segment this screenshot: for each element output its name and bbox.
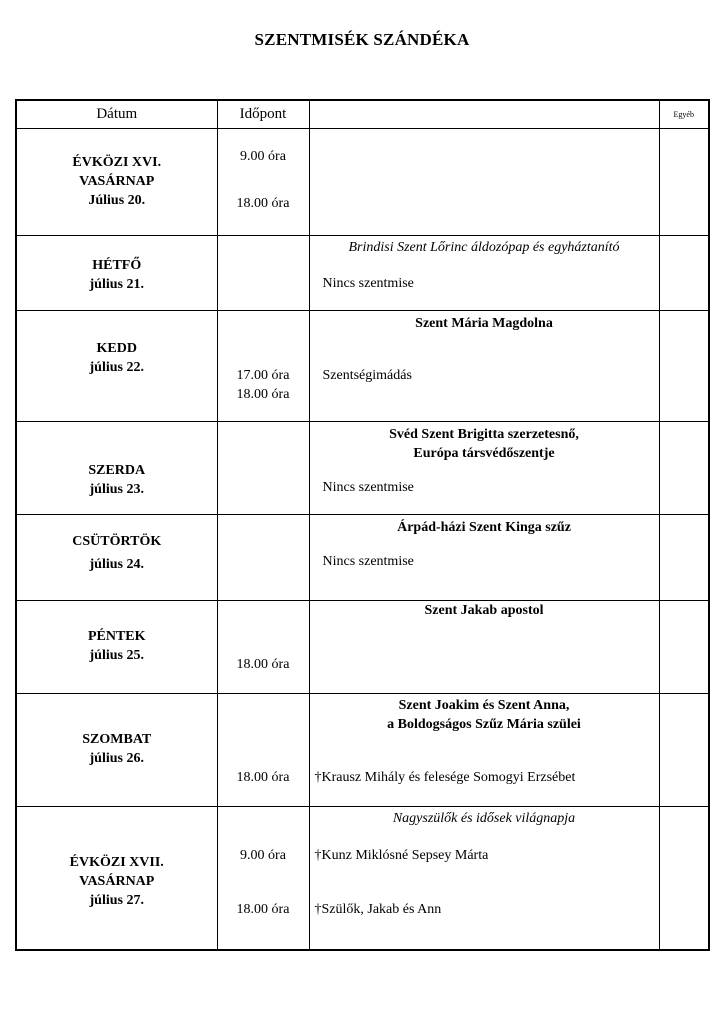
table-row (16, 422, 709, 515)
egyeb-cell (659, 129, 709, 236)
page-title: SZENTMISÉK SZÁNDÉKA (254, 30, 470, 49)
intention-text: Szentségimádás (322, 368, 412, 383)
feast-title: Nagyszülők és idősek világnapja (392, 811, 576, 826)
time-cell (217, 807, 309, 951)
day-date: Július 20. (88, 193, 146, 208)
header-szandek (309, 100, 659, 129)
egyeb-cell (659, 236, 709, 311)
mass-time: 17.00 óra (236, 368, 290, 383)
day-name: KEDD (96, 341, 137, 356)
feast-title: Svéd Szent Brigitta szerzetesnő, (389, 427, 579, 442)
feast-title: Brindisi Szent Lőrinc áldozópap és egyháztanító (348, 240, 620, 255)
table-row (16, 515, 709, 601)
feast-title: Szent Mária Magdolna (415, 316, 553, 331)
day-name: SZERDA (88, 463, 146, 478)
egyeb-cell (659, 422, 709, 515)
intention-cell (309, 129, 659, 236)
day-cell (16, 601, 217, 694)
mass-time: 9.00 óra (240, 848, 286, 863)
intention-cell (309, 422, 659, 515)
intention-cell (309, 236, 659, 311)
table-row (16, 129, 709, 236)
header-egyeb: Egyéb (659, 100, 709, 129)
day-name: VASÁRNAP (79, 174, 155, 189)
table-row (16, 807, 709, 951)
day-cell (16, 807, 217, 951)
time-cell (217, 601, 309, 694)
day-date: július 25. (89, 648, 144, 663)
day-date: július 27. (89, 893, 144, 908)
table-row (16, 311, 709, 422)
intention-text: †Kunz Miklósné Sepsey Márta (314, 848, 489, 863)
feast-title: a Boldogságos Szűz Mária szülei (387, 717, 581, 732)
day-name: CSÜTÖRTÖK (72, 534, 162, 549)
intention-text: Nincs szentmise (322, 276, 414, 291)
day-name: HÉTFŐ (92, 258, 142, 273)
egyeb-cell (659, 311, 709, 422)
intention-cell (309, 311, 659, 422)
day-date: július 26. (89, 751, 144, 766)
time-cell (217, 515, 309, 601)
mass-time: 18.00 óra (236, 770, 290, 785)
feast-title: Európa társvédőszentje (413, 446, 555, 461)
day-cell (16, 422, 217, 515)
feast-title: Árpád-házi Szent Kinga szűz (397, 520, 571, 535)
intention-text: Nincs szentmise (322, 554, 414, 569)
day-cell (16, 236, 217, 311)
day-cell (16, 129, 217, 236)
day-date: július 22. (89, 360, 144, 375)
day-name: VASÁRNAP (79, 874, 155, 889)
mass-schedule-table (15, 99, 710, 951)
time-cell (217, 129, 309, 236)
time-cell (217, 694, 309, 807)
table-header (16, 100, 709, 129)
table-row (16, 236, 709, 311)
egyeb-cell (659, 601, 709, 694)
day-name: SZOMBAT (82, 732, 152, 747)
intention-text: †Szülők, Jakab és Ann (314, 902, 442, 917)
mass-time: 18.00 óra (236, 902, 290, 917)
header-datum: Dátum (16, 100, 217, 129)
intention-text: Nincs szentmise (322, 480, 414, 495)
day-cell (16, 515, 217, 601)
table-row (16, 694, 709, 807)
egyeb-cell (659, 807, 709, 951)
mass-time: 18.00 óra (236, 387, 290, 402)
egyeb-cell (659, 694, 709, 807)
day-date: július 23. (89, 482, 144, 497)
intention-cell (309, 515, 659, 601)
mass-time: 18.00 óra (236, 657, 290, 672)
time-cell (217, 422, 309, 515)
mass-time: 9.00 óra (240, 149, 286, 164)
mass-time: 18.00 óra (236, 196, 290, 211)
intention-cell (309, 807, 659, 951)
day-name: ÉVKÖZI XVII. (69, 855, 164, 870)
intention-cell (309, 601, 659, 694)
table-row (16, 601, 709, 694)
header-idopont: Időpont (217, 100, 309, 129)
day-date: július 21. (89, 277, 144, 292)
intention-cell (309, 694, 659, 807)
time-cell (217, 236, 309, 311)
intention-text: †Krausz Mihály és felesége Somogyi Erzsébet (314, 770, 576, 785)
day-name: ÉVKÖZI XVI. (72, 155, 162, 170)
feast-title: Szent Jakab apostol (424, 603, 544, 618)
day-name: PÉNTEK (87, 629, 146, 644)
feast-title: Szent Joakim és Szent Anna, (398, 698, 570, 713)
day-date: július 24. (89, 557, 144, 572)
egyeb-cell (659, 515, 709, 601)
day-cell (16, 311, 217, 422)
day-cell (16, 694, 217, 807)
time-cell (217, 311, 309, 422)
